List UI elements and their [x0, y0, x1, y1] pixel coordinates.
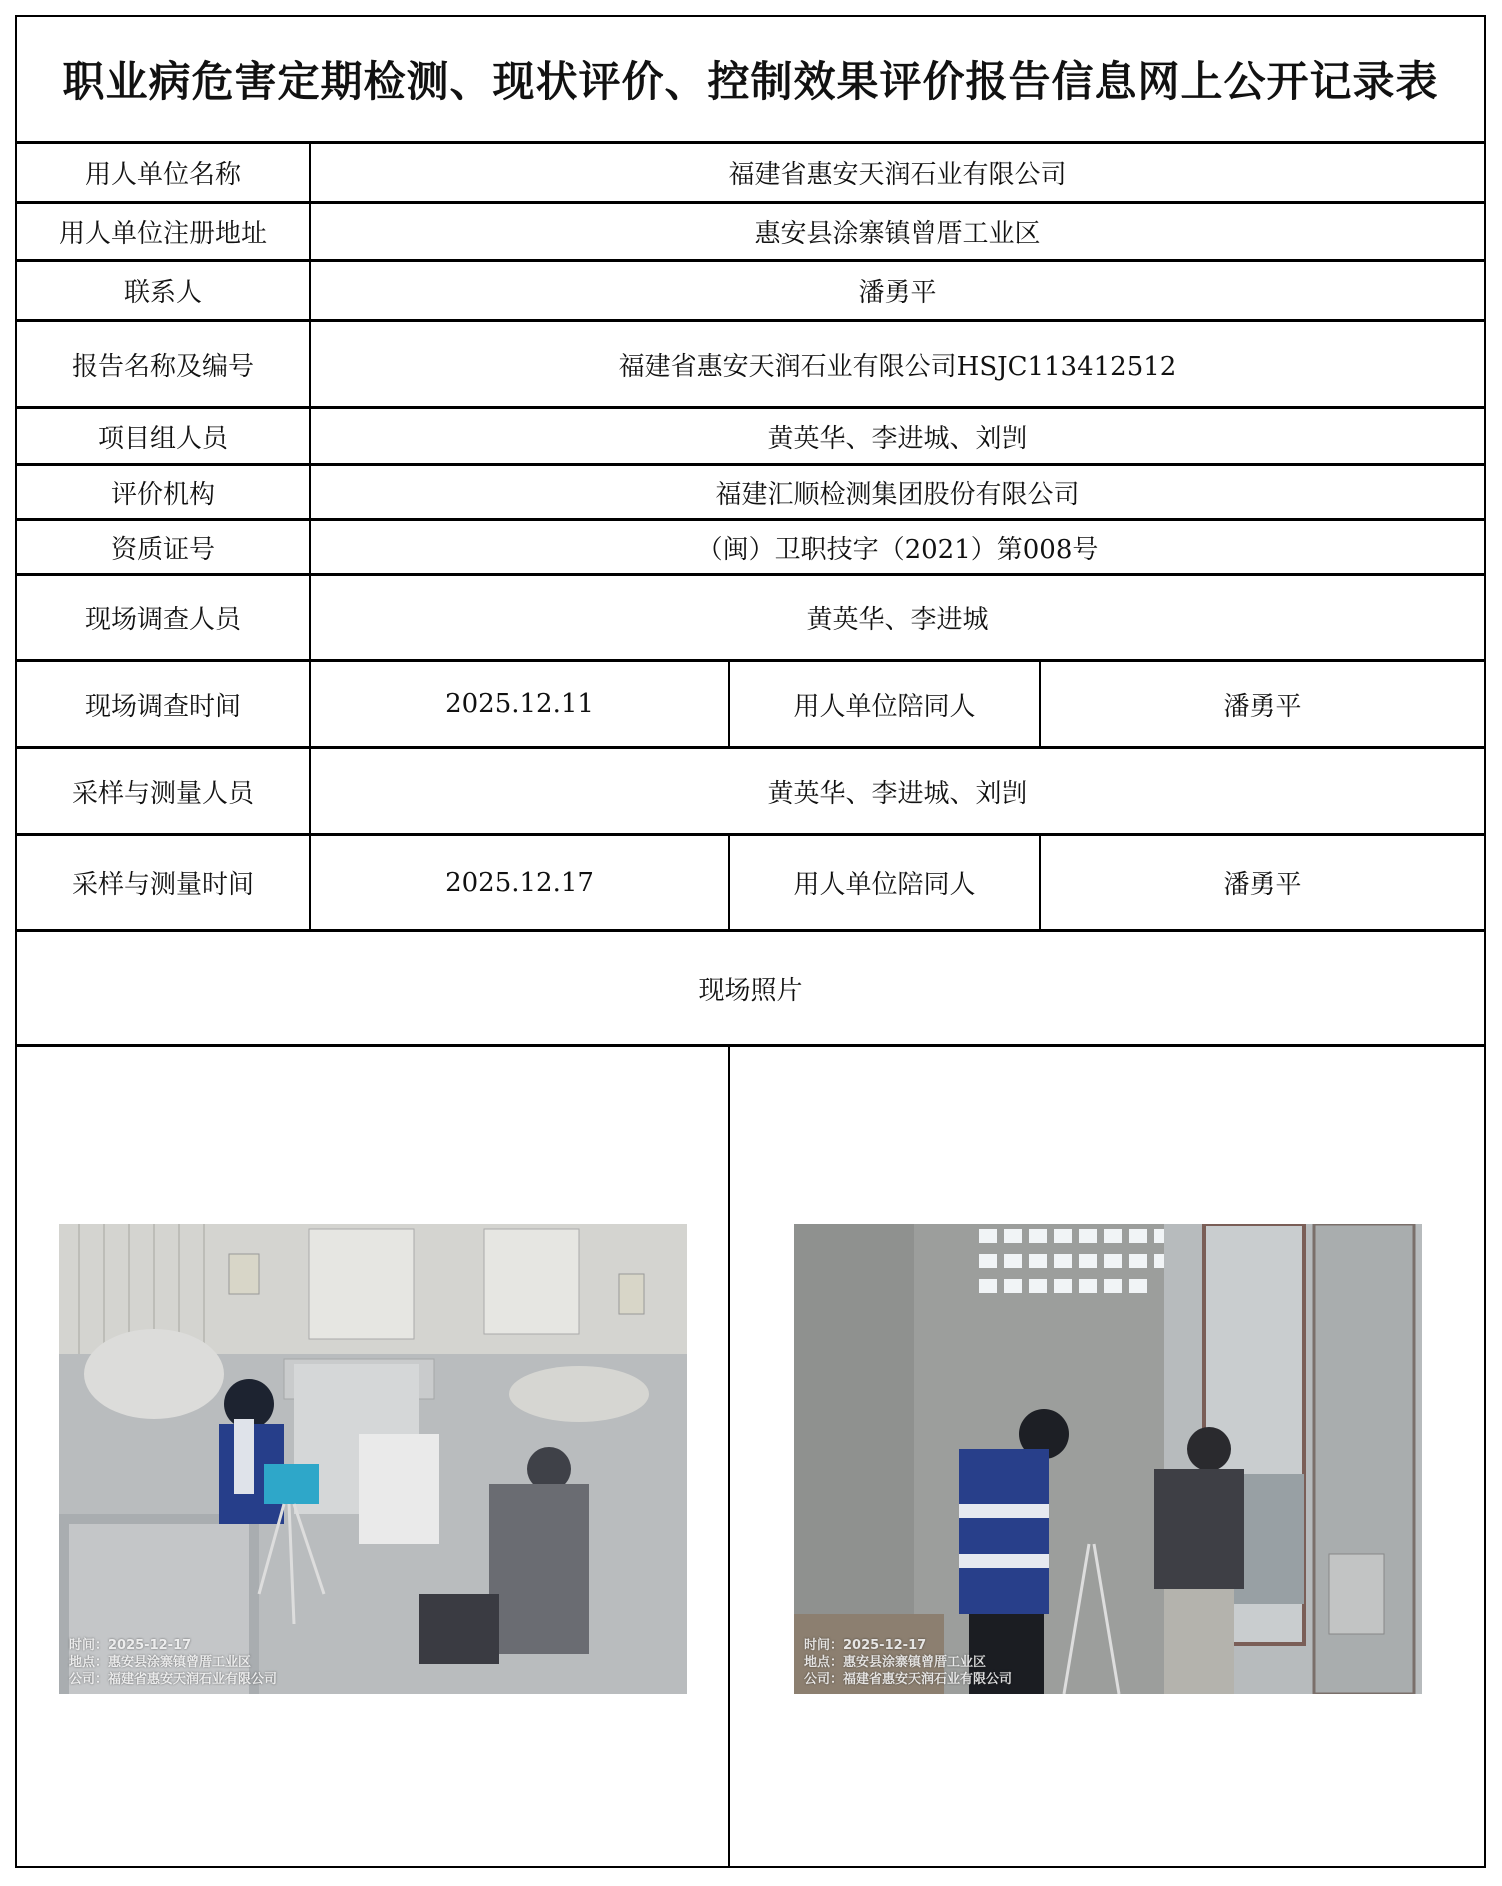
site-photo-2 — [794, 1224, 1422, 1694]
value-sampling-staff: 黄英华、李进城、刘剀 — [767, 778, 1028, 809]
site-photo-1 — [59, 1224, 687, 1694]
value-survey-companion: 潘勇平 — [1223, 691, 1302, 722]
value-evaluation-org: 福建汇顺检测集团股份有限公司 — [715, 479, 1080, 510]
value-survey-staff: 黄英华、李进城 — [806, 605, 989, 635]
photo-1-watermark — [69, 1637, 277, 1688]
label-qualification-no: 资质证号 — [110, 534, 215, 565]
label-contact: 联系人 — [123, 278, 202, 308]
photo-1-watermark-place: 地点：惠安县涂寨镇曾厝工业区 — [69, 1655, 252, 1670]
dust-booth-photo-image — [794, 1224, 1422, 1694]
column-divider — [728, 1044, 730, 1868]
label-evaluation-org: 评价机构 — [110, 479, 215, 510]
photo-2-watermark-place: 地点：惠安县涂寨镇曾厝工业区 — [804, 1655, 987, 1670]
value-qualification-no: （闽）卫职技字（2021）第008号 — [696, 534, 1099, 565]
photo-2-watermark-company: 公司：福建省惠安天润石业有限公司 — [804, 1672, 1013, 1687]
label-sampling-companion: 用人单位陪同人 — [793, 870, 976, 900]
value-sampling-companion: 潘勇平 — [1223, 870, 1302, 900]
value-project-members: 黄英华、李进城、刘剀 — [767, 423, 1028, 454]
photo-1-watermark-time: 时间：2025-12-17 — [69, 1638, 192, 1653]
label-employer-name: 用人单位名称 — [84, 160, 241, 190]
label-employer-address: 用人单位注册地址 — [58, 219, 267, 249]
label-survey-staff: 现场调查人员 — [84, 605, 241, 635]
record-table — [15, 15, 1486, 1868]
value-survey-time: 2025.12.11 — [445, 689, 594, 719]
photo-2-watermark — [804, 1637, 1012, 1688]
photo-2-watermark-time: 时间：2025-12-17 — [804, 1638, 927, 1653]
document-title: 职业病危害定期检测、现状评价、控制效果评价报告信息网上公开记录表 — [62, 57, 1439, 106]
label-survey-time: 现场调查时间 — [84, 691, 241, 722]
value-employer-address: 惠安县涂寨镇曾厝工业区 — [754, 219, 1041, 249]
value-contact: 潘勇平 — [858, 278, 937, 308]
divider — [17, 1044, 1484, 1047]
label-project-members: 项目组人员 — [97, 423, 228, 454]
label-survey-companion: 用人单位陪同人 — [793, 691, 976, 722]
label-sampling-time: 采样与测量时间 — [71, 870, 254, 900]
photo-1-watermark-company: 公司：福建省惠安天润石业有限公司 — [69, 1672, 278, 1687]
site-photos-header: 现场照片 — [698, 975, 803, 1006]
workshop-photo-image — [59, 1224, 687, 1694]
label-report-name: 报告名称及编号 — [71, 351, 254, 382]
value-employer-name: 福建省惠安天润石业有限公司 — [728, 160, 1067, 190]
label-sampling-staff: 采样与测量人员 — [71, 778, 254, 809]
value-sampling-time: 2025.12.17 — [445, 867, 594, 898]
value-report-name: 福建省惠安天润石业有限公司HSJC113412512 — [618, 351, 1177, 382]
